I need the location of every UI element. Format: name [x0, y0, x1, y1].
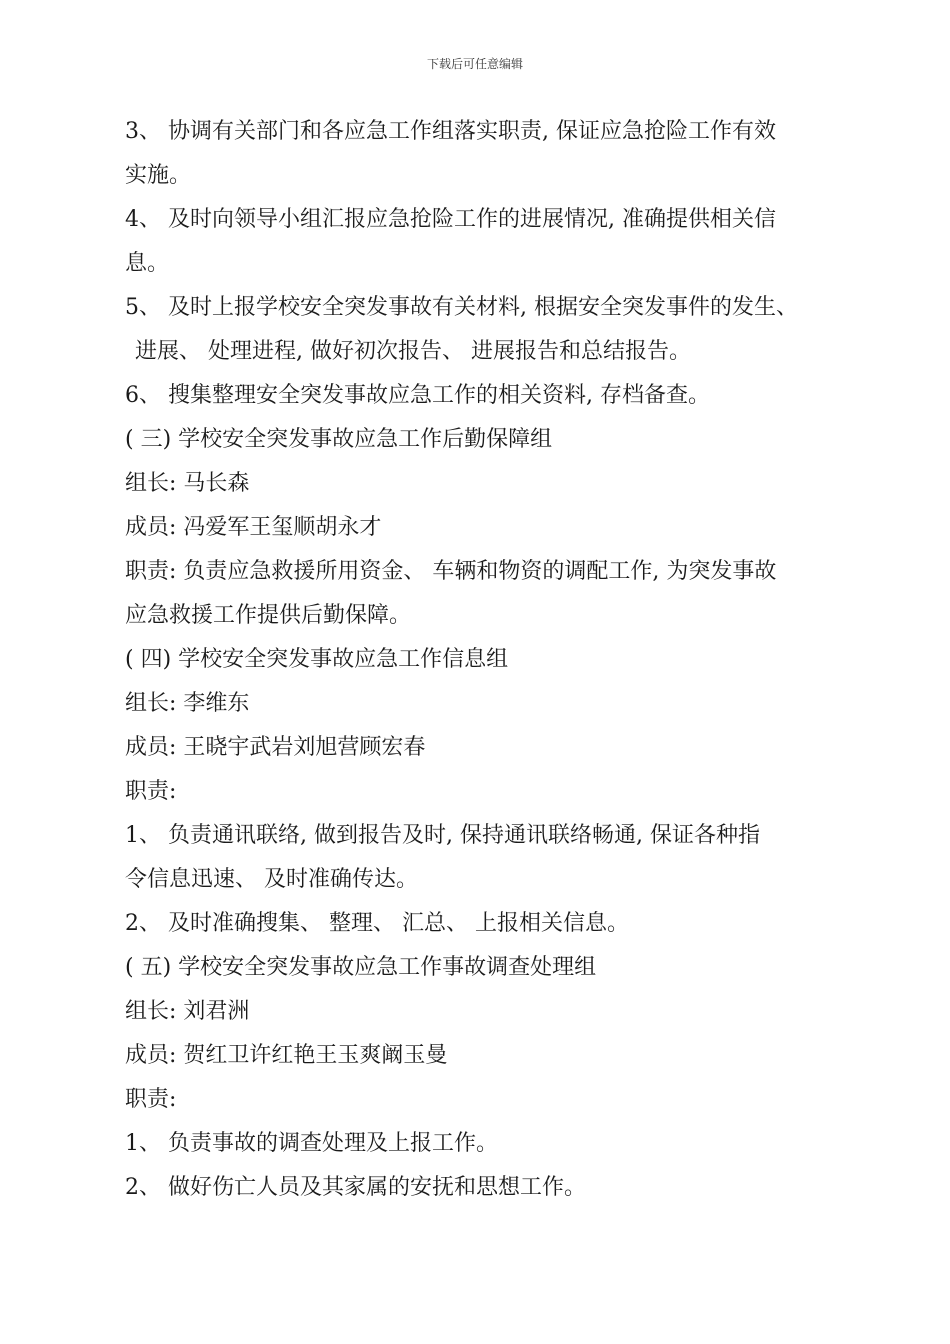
- team-members: 成员: 王晓宇武岩刘旭营顾宏春: [125, 735, 426, 760]
- team-leader: 组长: 李维东: [125, 691, 250, 716]
- paragraph-line: 2、 做好伤亡人员及其家属的安抚和思想工作。: [125, 1175, 586, 1200]
- paragraph-line: 1、 负责通讯联络, 做到报告及时, 保持通讯联络畅通, 保证各种指: [125, 823, 760, 848]
- team-leader: 组长: 刘君洲: [125, 999, 250, 1024]
- document-body: [125, 110, 845, 1210]
- paragraph-line: 息。: [125, 251, 170, 276]
- duties-line: 应急救援工作提供后勤保障。: [125, 603, 412, 628]
- paragraph-line: 1、 负责事故的调查处理及上报工作。: [125, 1131, 498, 1156]
- section-heading: ( 五) 学校安全突发事故应急工作事故调查处理组: [125, 955, 597, 980]
- team-members: 成员: 贺红卫许红艳王玉爽阚玉曼: [125, 1043, 448, 1068]
- section-heading: ( 四) 学校安全突发事故应急工作信息组: [125, 647, 509, 672]
- page-header: 下载后可任意编辑: [426, 57, 523, 71]
- paragraph-line: 6、 搜集整理安全突发事故应急工作的相关资料, 存档备查。: [125, 383, 710, 408]
- paragraph-line: 令信息迅速、 及时准确传达。: [125, 867, 418, 892]
- section-heading: ( 三) 学校安全突发事故应急工作后勤保障组: [125, 427, 553, 452]
- paragraph-line: 5、 及时上报学校安全突发事故有关材料, 根据安全突发事件的发生、: [125, 295, 798, 320]
- team-members: 成员: 冯爱军王玺顺胡永才: [125, 515, 382, 540]
- paragraph-line: 3、 协调有关部门和各应急工作组落实职责, 保证应急抢险工作有效: [125, 119, 776, 144]
- team-leader: 组长: 马长森: [125, 471, 250, 496]
- paragraph-line: 4、 及时向领导小组汇报应急抢险工作的进展情况, 准确提供相关信: [125, 207, 776, 232]
- paragraph-line: 进展、 处理进程, 做好初次报告、 进展报告和总结报告。: [135, 339, 691, 364]
- paragraph-line: 2、 及时准确搜集、 整理、 汇总、 上报相关信息。: [125, 911, 629, 936]
- paragraph-line: 实施。: [125, 163, 192, 188]
- duties-label: 职责:: [125, 779, 177, 804]
- duties-line: 职责: 负责应急救援所用资金、 车辆和物资的调配工作, 为突发事故: [125, 559, 777, 584]
- duties-label: 职责:: [125, 1087, 177, 1112]
